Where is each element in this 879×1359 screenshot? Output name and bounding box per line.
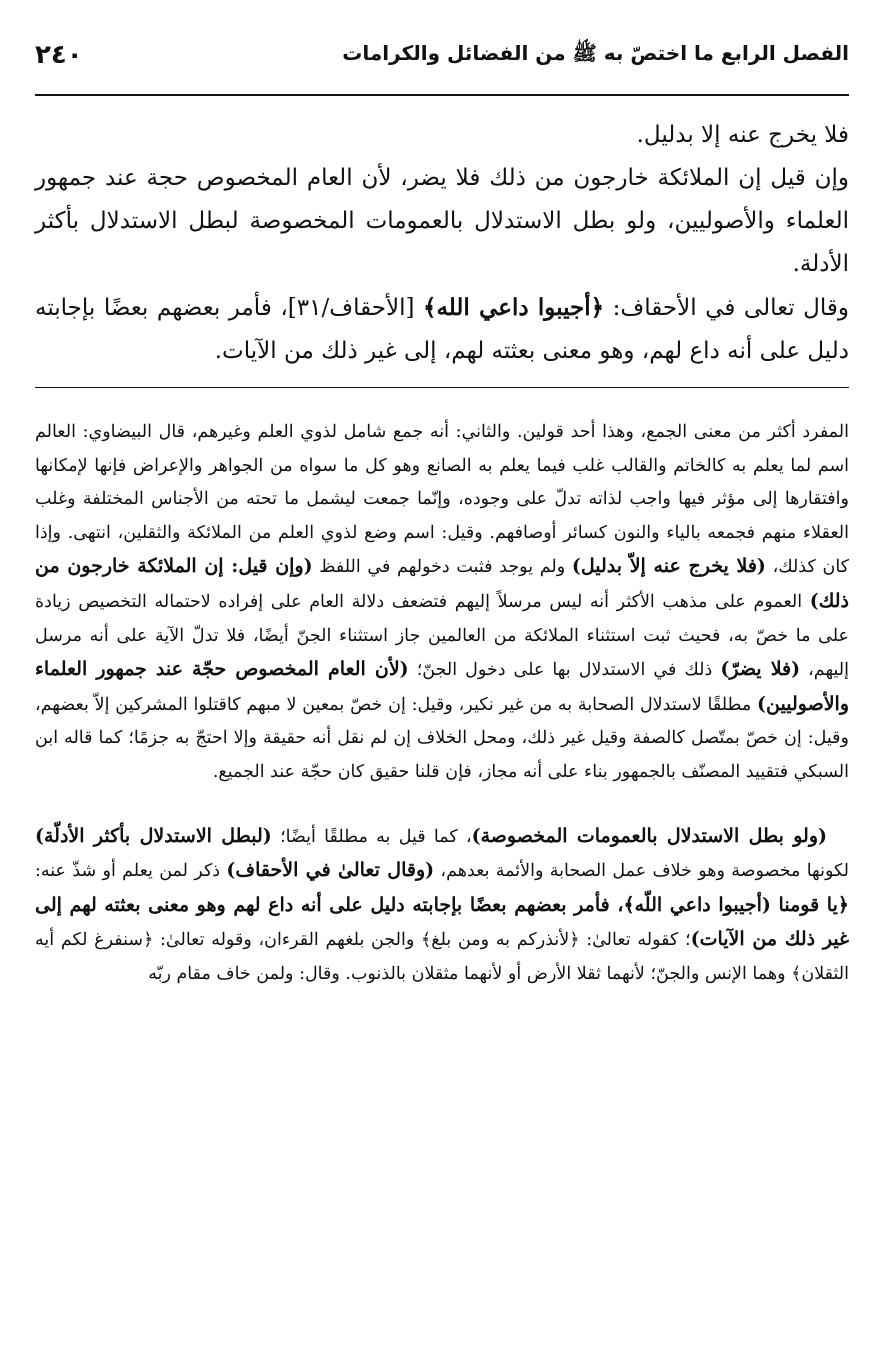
matn-quote: (وإن قيل: إن الملائكة خارجون من ذلك) xyxy=(35,555,849,612)
page-header xyxy=(35,0,849,70)
commentary-paragraph xyxy=(35,416,849,790)
text-run: وقال تعالى في الأحقاف: xyxy=(604,295,849,321)
commentary-paragraph xyxy=(35,820,849,992)
commentary-divider xyxy=(35,387,849,388)
text-run: مطلقًا لاستدلال الصحابة به من غير نكير، وقيل: إن خصّ بمعين لا مبهم كاقتلوا المشركين إلاّ بعضهم، وقيل: إن خصّ بمتّصل كالصفة وقيل غير ذلك، ومحل الخلاف إن لم نقل أنه حقيقة وإلا احتجّ به جزمًا؛ كما قاله ابن السبكي فتقييد المصنّف بالجمهور بناء على أنه مجاز، فإن قلنا حقيق كان حجّة عند الجميع. xyxy=(35,694,849,782)
commentary xyxy=(35,416,849,992)
text-run: ذلك في الاستدلال بها على دخول الجنّ؛ xyxy=(408,660,721,681)
main-paragraph: وإن قيل إن الملائكة خارجون من ذلك فلا يضر، لأن العام المخصوص حجة عند جمهور العلماء والأصوليين، ولو بطل الاستدلال بالعمومات المخصوصة لبطل الاستدلال بأكثر الأدلة. xyxy=(35,165,849,277)
matn-quote: (وقال تعالىٰ في الأحقاف) xyxy=(226,859,435,882)
matn-quote: ﴿يا قومنا (أجيبوا داعي اللّه﴾، فأمر بعضهم بعضًا بإجابته دليل على أنه داع لهم وهو معنى بعثته لهم إلى غير ذلك من الآيات) xyxy=(35,893,849,951)
matn-quote: (لأن العام المخصوص حجّة عند جمهور العلماء والأصوليين) xyxy=(35,658,849,715)
matn-quote: (لبطل الاستدلال بأكثر الأدلّة) xyxy=(35,824,272,847)
text-run: ولم يوجد فثبت دخولهم في اللفظ xyxy=(312,557,572,578)
text-run: لكونها مخصوصة وهو خلاف عمل الصحابة والأئمة بعدهم، xyxy=(434,861,849,882)
main-paragraph: فلا يخرج عنه إلا بدليل. xyxy=(636,122,849,148)
text-run: ، كما قيل به مطلقًا أيضًا؛ xyxy=(271,826,472,847)
text-run: العموم على مذهب الأكثر أنه ليس مرسلاً إليهم فتضعف دلالة العام على إفراده لاحتماله التخصيص زيادة على ما خصّ به، فحيث ثبت استثناء الملائكة من العالمين جاز استثناء الجنّ أيضًا، فلا تدلّ الآية على أنه مرسل إليهم، xyxy=(35,591,849,681)
text-run: ذكر لمن يعلم أو شذّ عنه: xyxy=(35,861,227,882)
matn-quote: (فلا يخرج عنه إلاّ بدليل) xyxy=(571,555,766,578)
text-run: المفرد أكثر من معنى الجمع، وهذا أحد قولين. والثاني: أنه جمع شامل لذوي العلم وغيرهم، قال البيضاوي: العالم اسم لما يعلم به كالخاتم والقالب غلب فيما يعلم به الصانع وهو كل ما سواه من الجواهر والإعراض فإنها لإمكانها وافتقارها إلى مؤثر فيها واجب لذاته تدلّ على وجوده، وإنّما جمعت ليشمل ما تحته من الأجناس المختلفة وغلب العقلاء منهم فجمعه بالياء والنون كسائر أوصافهم. وقيل: اسم وضع لذوي العلم من الملائكة والثقلين، انتهى. وإذا كان كذلك، xyxy=(35,422,850,578)
main-text xyxy=(35,114,849,373)
header-divider xyxy=(35,94,849,96)
page-number: ٢٤٠ xyxy=(35,40,83,70)
quran-quote: ﴿أجيبوا داعي الله﴾ xyxy=(423,294,605,321)
matn-quote: (ولو بطل الاستدلال بالعمومات المخصوصة) xyxy=(471,824,828,847)
main-paragraph xyxy=(35,286,849,373)
text-run: ؛ كقوله تعالىٰ: ﴿لأنذركم به ومن بلغ﴾ والجن بلغهم القرءان، وقوله تعالىٰ: ﴿سنفرغ لكم أيه الثقلان﴾ وهما الإنس والجنّ؛ لأنهما ثقلا الأرض أو لأنهما مثقلان بالذنوب. وقال: ولمن خاف مقام ربّه xyxy=(35,930,849,984)
matn-quote: (فلا يضرّ) xyxy=(720,658,801,681)
text-run: [الأحقاف/٣١]، فأمر بعضهم بعضًا بإجابته دليل على أنه داع لهم، وهو معنى بعثته لهم، إلى غير ذلك من الآيات. xyxy=(35,295,849,364)
running-title: الفصل الرابع ما اختصّ به ﷺ من الفضائل والكرامات xyxy=(342,40,849,65)
